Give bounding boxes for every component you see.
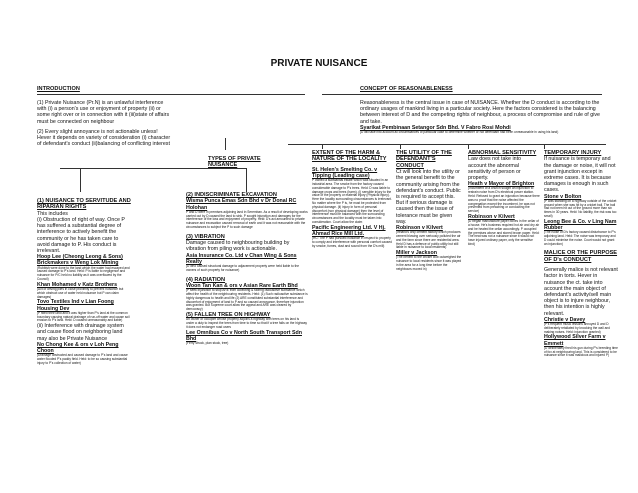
concept-case-note: (D will take into account all circumstances of particular case to determine whether or not defendant had been unreasonable in using his land)	[360, 130, 559, 135]
col5-case1-note: (Incumbent of a church sought an injunction to restrain noise from D's electrical power station. Held: Refused to grant an injunction because there was no proof that the noise affected the congregation except the incumbent, he was not prevented from preaching or conducting the service)	[468, 186, 540, 214]
col1-case3-note: (P filled their land and it was higher than P's land at the common boundary causing natural drainage of run-off water and cause soil erosion to P's land. Held: D caused unreasonably and liable)	[37, 310, 130, 323]
col1-heading: (1) NUISANCE TO SERVITUDE AND RIPARIAN RIGHTS	[37, 198, 131, 211]
col2-case2: Asia Insurance Co. Ltd v Chan Wing & Sons Realty	[186, 252, 297, 265]
col6-case4-note: (D deliberately fired his gun during P's breeding time of fox at neighbouring land. This is considered to be nuisance since it was malicious and injured P)	[544, 345, 618, 358]
col5-connector	[468, 144, 469, 149]
col6-body2: Generally malice is not relevant factor in torts. Hever in nuisance the ct. take into account the main object of defendant's activity/sell main object is to injure neighbour, then his intention is highly relevant.	[544, 267, 618, 317]
col6-case4: Hollywood Silver Farm v Emmett	[544, 334, 606, 347]
col1	[37, 198, 131, 488]
intro-heading: INTRODUCTION	[37, 86, 80, 92]
col5-case1: Heath v Mayor of Brighton	[468, 181, 535, 188]
intro-p1: (1) Private Nuisance (Pr.N) is an unlawful interference with (i) a person's use or enjoyment of property (ii) or some right over or in connection with it (iii)state of affairs must be connected on neighbour	[37, 100, 170, 125]
factors-bar	[288, 144, 606, 145]
col5-case2-note: (D began manufacture paper boxes in the cellar of a house. He's business required hot air and dry air and he heated the cellar accordingly. P occupied the premises above and stored brown paper. Held: The heat was not a nuisance since it would not have injured ordinary paper, only the sensitive kind)	[468, 219, 540, 246]
col6-connector	[544, 144, 545, 149]
col5-body: Law does not take into account the abnormal sensitivity of person or property.	[468, 156, 522, 182]
col1-item-ii: (ii) Interference with drainage system and cause flood on neighboring land may also be Private Nuisance	[37, 323, 124, 342]
col1-case4-note: (Drainage obstructed and caused damage to P's land and cause water flooded P's paddy field. Held: to be so causing substantial injury to P's collection of water)	[37, 353, 128, 365]
col2-connector	[246, 168, 247, 192]
col3-case1: St. Helen's Smelting Co. v Tipping (Leading case)	[312, 166, 378, 180]
col1-case4: No Chong Kee & ors v Loh Peng Choon	[37, 341, 119, 355]
concept-body	[360, 100, 600, 135]
col6-case2: Leong Bee & Co. v Ling Nam Rubber	[544, 218, 617, 232]
col2-case3-note: (P seek injunction to stop ARE from collecting & storing radioactive substance which affect the health of the neighbouring residents. Held: (1) Such radioactive substance is highly dangerous to health and life (2) ARE constituted substantial interference and discomfort of enjoyment of land to P and so caused annoyance, therefore injunction was granted. But Supreme court allow the appeal and ARE was cleared by democracy)	[186, 288, 308, 312]
col6-case1: Stone v Bolton	[544, 193, 582, 200]
col3	[312, 150, 392, 310]
types-connector	[225, 138, 226, 150]
col5-case2: Robinson v Kilvert	[468, 214, 515, 220]
col6-case3-note: (P's frequent music lessons annoyed D and D deliberately retaliated by knocking the wall and making noises. Held: injunction granted)	[544, 322, 610, 334]
intro-body	[37, 100, 171, 147]
col4-case2: Miller v Jackson	[396, 250, 437, 257]
concept-text: Reasonableness is the central issue in case of NUISANCE. Whether the D conduct is according to the ordinary usages of mankind living in a particular society. Here the factors considered is the balancing between interest of D and the competing rights of neighbour, a process of compromise and rule of give and take.	[360, 100, 600, 125]
col5	[468, 150, 540, 350]
types-heading: TYPES OF PRIVATE NUISANCE	[208, 156, 261, 169]
col4-body: Ct will look into the utility or the general benefit to the community arising from the defendant's conduct. Public is required to accept this. But if serious damage is caused then the issue of tolerance must be given way.	[396, 169, 461, 225]
col1-intro: This includes	[37, 210, 68, 217]
col2-case3: Woon Tan Kan & ors v Asian Rare Earth Bhd	[186, 283, 298, 290]
col2-heading2: (3) VIBRATION	[186, 233, 225, 240]
types-bar	[60, 168, 246, 169]
col2-heading4: (5) FALLEN TREE ON HIGHWAY	[186, 312, 271, 318]
page-title: PRIVATE NUISANCE	[270, 58, 368, 69]
col1-case2: Khan Mohamed v Katz Brothers	[37, 281, 118, 288]
col2-case4-note: (Ferry struck, plan stuck, tree)	[186, 341, 229, 346]
concept-heading: CONCEPT OF REASONABLENESS	[360, 86, 453, 92]
col5-heading: ABNORMAL SENSITIVITY	[468, 150, 537, 156]
col1-case3: Tovo Textiles Ind v Lian Foong Housing Dev	[37, 299, 114, 312]
col2-body4: An owner or occupier whose property adjoins a highway with trees on his land is under a duty to inspect the trees from time to time so that if a tree falls on the highway it does not endanger road users	[186, 317, 308, 329]
col2-heading3: (4) RADIATION	[186, 276, 226, 283]
col6-heading: TEMPORARY INJURY	[544, 150, 602, 156]
col3-connector	[322, 144, 323, 149]
col4-connector	[400, 144, 401, 149]
col4-case1: Robinson v Kilvert	[396, 225, 443, 232]
col1-case1-note: (Rubbish were done to the land which the water had escaped and caused damage to P's land. Held: P is liable to negligence and nuisance for P/C held no liability as it was overflowed by the Council)	[37, 265, 130, 282]
col2-case1: Wisma Punca Emas Sdn Bhd v Dr Donal RC Holohan	[186, 198, 297, 211]
intro-underline	[37, 94, 305, 95]
col1-item-i: (i) Obstruction of right of way. Once P has suffered a substantial degree of interference to actively benefit the community or he has taken care to avoid damage to P. His conduct is irrelevant.	[37, 217, 125, 255]
col2-case2-note: (D who caused structural damage to adjacement property were held liable to the owners of such property for nuisance)	[186, 264, 300, 272]
col6-case2-note: (The noise of D's factory caused disturbance to P's adjoining land. Held: The noise was temporary and D could minimise the noise. Court would not grant an injunction)	[544, 230, 616, 246]
col6-heading2: MALICE OR THE PURPOSE OF D's CONDUCT	[544, 250, 618, 263]
col6	[544, 150, 618, 488]
col6-case1-note: (P was standing on a highway outside of the cricket ground when she was hit by a cricket ball. The ball had not been hit out of the ground more than six times in 30 years. Held: No liability, the risk was too small)	[544, 198, 617, 219]
col2-body2: Damage caused to neighbouring building by vibration from piling work is actionable.	[186, 240, 290, 253]
col3-case2-note: (HC: The P had pursued nuisance in respect to property to comply and interference with personal comfort caused by smoke, fumes, dust and sound from the D's mill)	[312, 236, 392, 248]
col1-case1: Hoop Lee (Cheong Leong & Sons) Brickmakers v Weng Lok Mining	[37, 254, 123, 267]
col4	[396, 150, 464, 320]
concept-case: Syarikat Pembinaan Setangor Sdn Bhd. V Fabro Rosi Mohdi	[360, 124, 511, 131]
col4-case2-note: (The benefit to the cricket club outweighed the nuisance to local residents since it was played in the area for a long time before the neighbours moved in)	[396, 255, 462, 271]
col6-body: If nuisance is temporary and the damage or noise, it will not grant injunction except in extreme cases. It is because damages is enough in such cases.	[544, 156, 616, 194]
col2	[186, 192, 308, 488]
col3-case2: Pacific Engineering Ltd. V Hj. Ahmad Rice Mill Ltd.	[312, 224, 386, 237]
col3-heading: EXTENT OF THE HARM & NATURE OF THE LOCALITY	[312, 150, 387, 163]
col4-heading: THE UTILITY OF THE DEFENDANT'S CONDUCT	[396, 150, 452, 169]
intro-p2: (2) Every slight annoyance is not actionable unless! Hever it depends on variety of consideration (i) character of defendant's conduct (ii)balancing of conflicting interest	[37, 128, 171, 148]
col2-case1-note: P and D were in premises adjoining land in Seremban. As a result of developing works carried out by D caused the land to sink. P sought injunction and damages for the interference of the loss and enjoyment of property. Held: D's act amounted to private nuisance and excavation caused removal of earth and it was not reasonable with the circumstances to subject the P to such damage	[186, 209, 308, 229]
col2-case4: Lee Omnibus Co v North South Transport Sdn Bhd	[186, 329, 302, 342]
col3-case1-note: P owned a substantial estate which was situated in an industrial area. The smoke from the factory caused considerable damage to P's trees. Held: D was liable to damage crops and trees (harm). (i) sensible injury to the value of the property or material injury (Physical injury). Here the locality surrounding circumstances is irrelevant. No matter where the P is, he must be protected from physical damage. (ii) injury in form of personal discomfort (non physical damage) then the level of interference must be balanced with the surrounding circumstances and the locality must be taken into consideration. Court allow the claim	[312, 178, 392, 224]
col6-case3: Christie v Davey	[544, 316, 586, 323]
concept-underline	[322, 94, 602, 95]
col1-connector	[80, 168, 81, 192]
col4-case1-note: (Ireland's only cement factory which produces cement blowing over seriously polluted the air and the farm since there are residential area. Held D has a defence of public utility but still liable in nuisance to local residents)	[396, 230, 461, 250]
col1-case2-note: (Act of driving piles in close proximity to prevent nuisance but which obstruct use of water held nuisance but P can claim damages)	[37, 287, 124, 299]
col2-heading: (2) INDISCRIMINATE EXCAVATION	[186, 192, 277, 198]
